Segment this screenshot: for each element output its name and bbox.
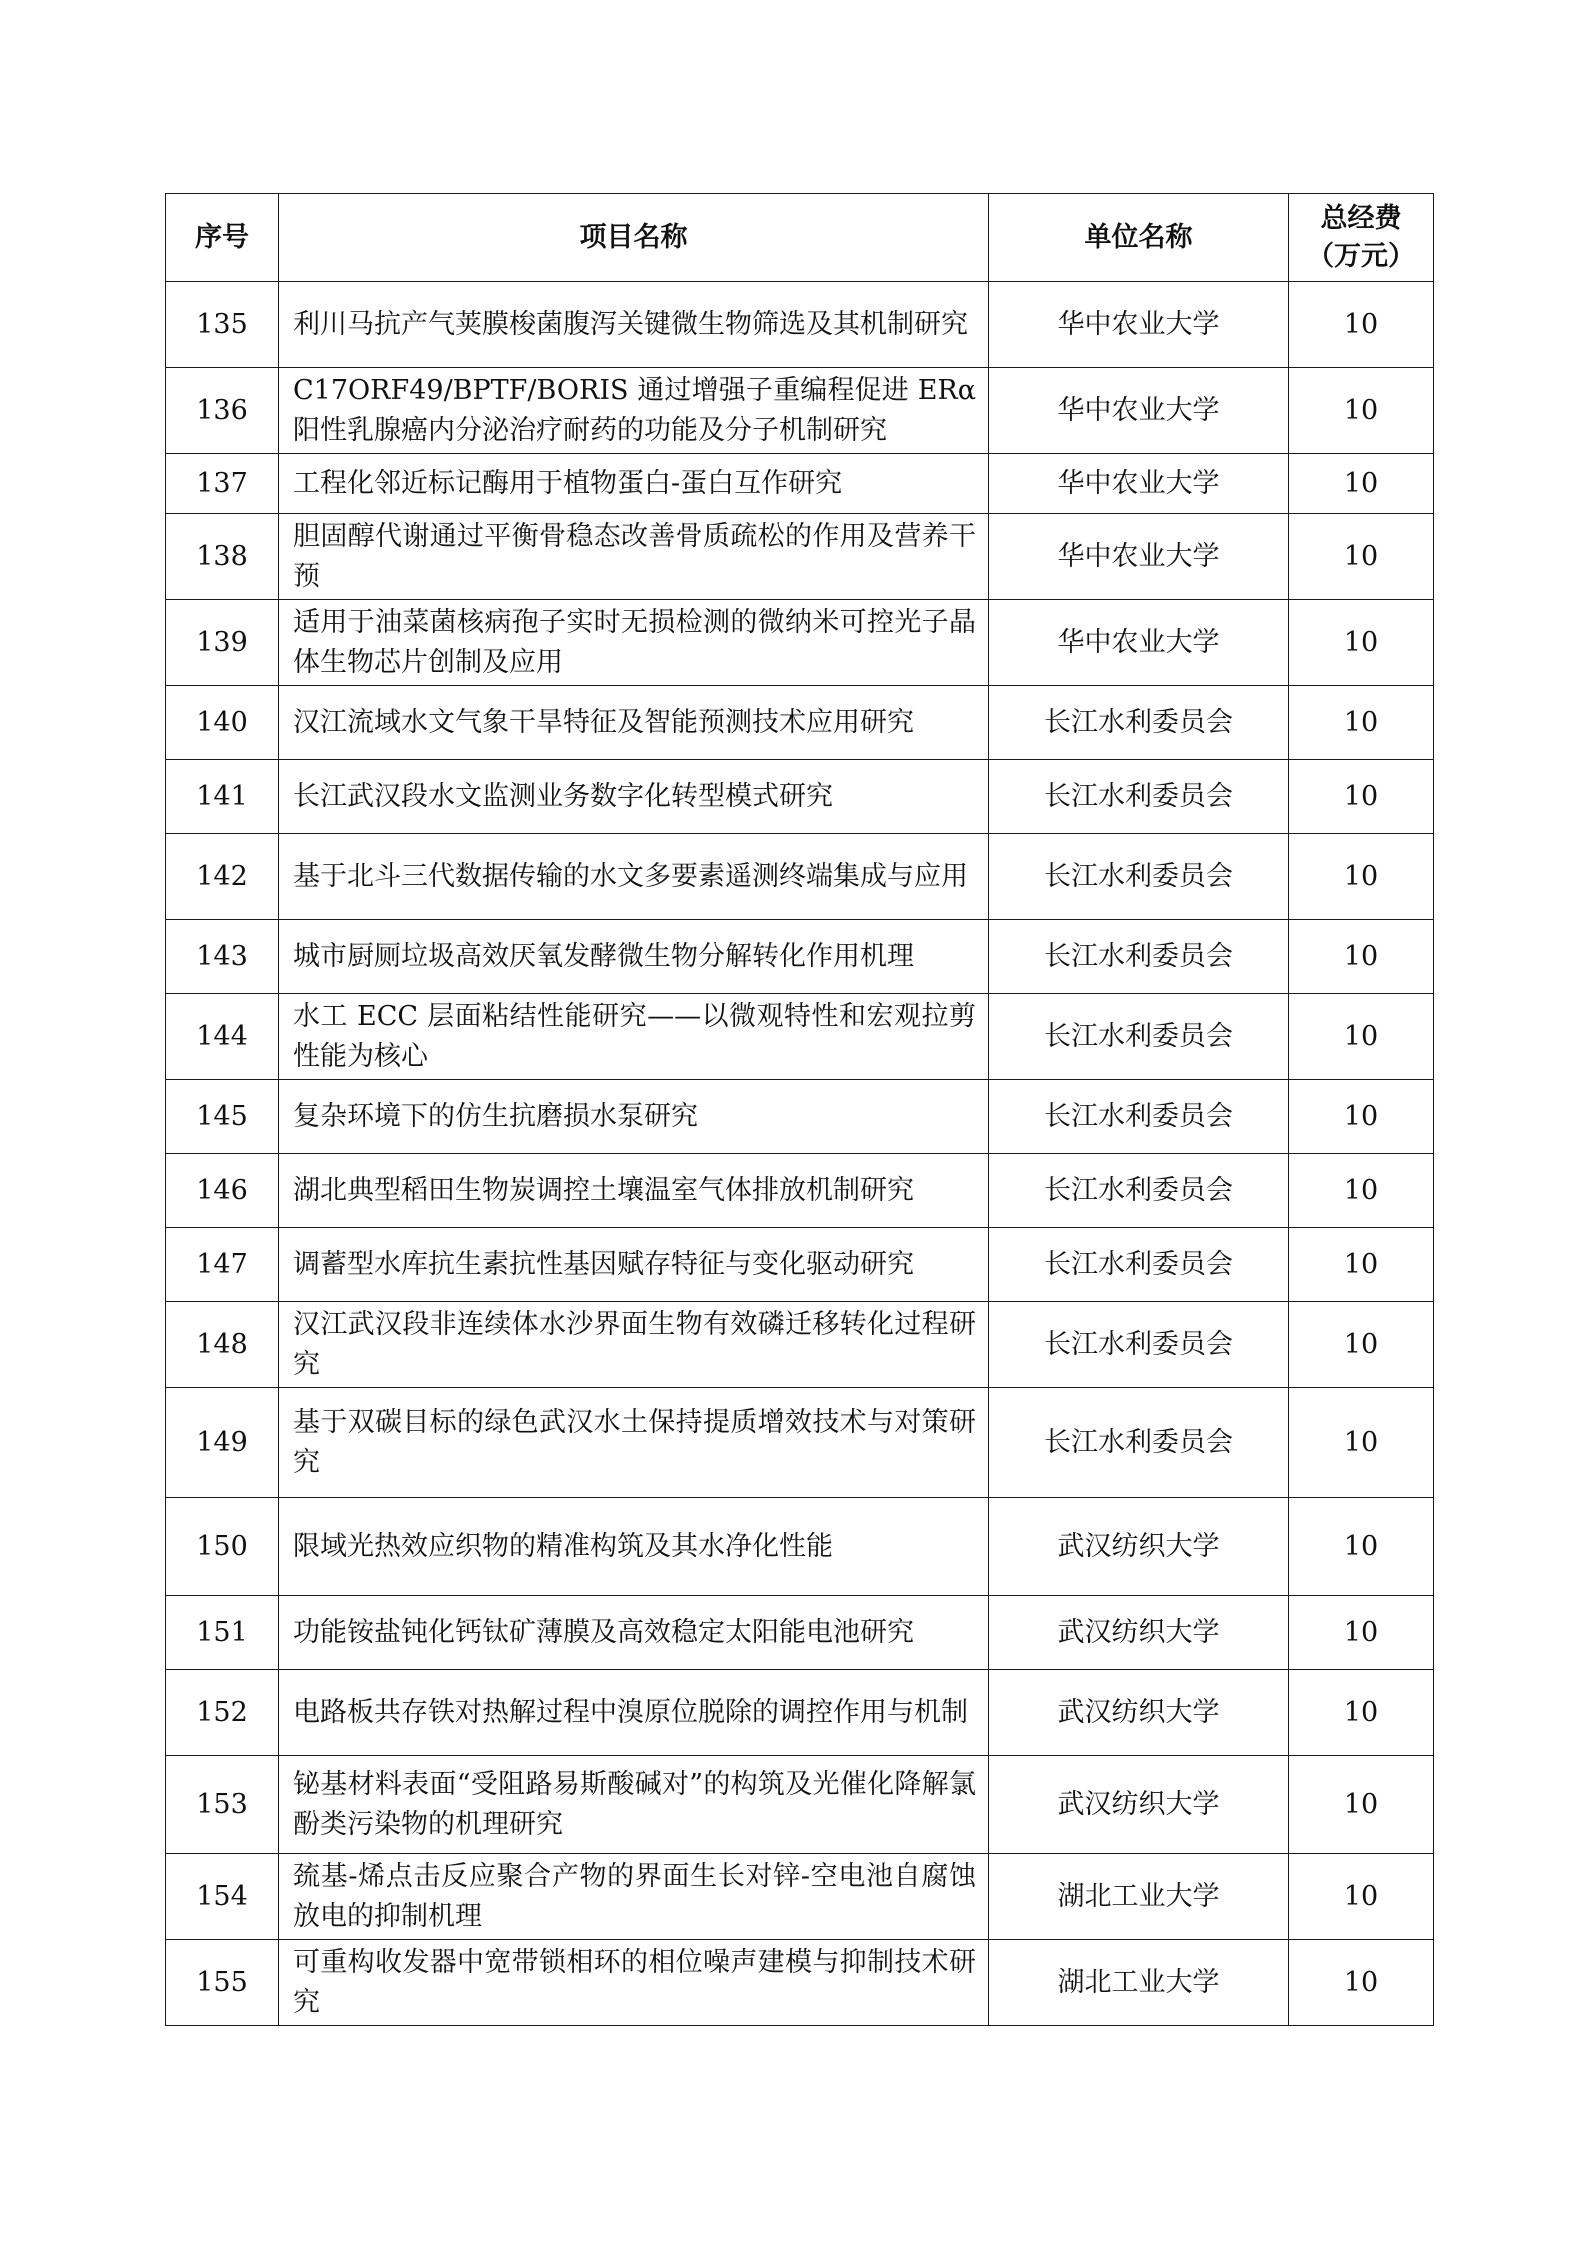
table-row xyxy=(166,760,1434,834)
table-row xyxy=(166,1854,1434,1940)
cell-serial-number: 137 xyxy=(166,454,279,514)
table-row xyxy=(166,1498,1434,1596)
cell-project-name: 工程化邻近标记酶用于植物蛋白-蛋白互作研究 xyxy=(279,454,989,514)
cell-serial-number: 153 xyxy=(166,1756,279,1854)
project-table xyxy=(165,193,1434,2026)
cell-serial-number: 146 xyxy=(166,1154,279,1228)
cell-serial-number: 138 xyxy=(166,514,279,600)
table-row xyxy=(166,1756,1434,1854)
cell-total-funding: 10 xyxy=(1289,834,1434,920)
cell-serial-number: 149 xyxy=(166,1388,279,1498)
cell-unit-name: 华中农业大学 xyxy=(989,454,1289,514)
cell-project-name: 水工 ECC 层面粘结性能研究——以微观特性和宏观拉剪性能为核心 xyxy=(279,994,989,1080)
cell-unit-name: 长江水利委员会 xyxy=(989,920,1289,994)
cell-total-funding: 10 xyxy=(1289,920,1434,994)
cell-serial-number: 147 xyxy=(166,1228,279,1302)
cell-total-funding: 10 xyxy=(1289,1756,1434,1854)
table-row xyxy=(166,1670,1434,1756)
cell-serial-number: 151 xyxy=(166,1596,279,1670)
table-row xyxy=(166,1154,1434,1228)
header-total-funding-line1: 总经费 xyxy=(1320,202,1402,234)
cell-total-funding: 10 xyxy=(1289,1302,1434,1388)
cell-unit-name: 武汉纺织大学 xyxy=(989,1596,1289,1670)
cell-unit-name: 华中农业大学 xyxy=(989,282,1289,368)
table-row xyxy=(166,1388,1434,1498)
table-row xyxy=(166,368,1434,454)
cell-unit-name: 长江水利委员会 xyxy=(989,686,1289,760)
cell-total-funding: 10 xyxy=(1289,1388,1434,1498)
cell-unit-name: 长江水利委员会 xyxy=(989,1228,1289,1302)
header-total-funding-line2: （万元） xyxy=(1307,240,1415,272)
cell-total-funding: 10 xyxy=(1289,1080,1434,1154)
cell-serial-number: 148 xyxy=(166,1302,279,1388)
cell-project-name: 调蓄型水库抗生素抗性基因赋存特征与变化驱动研究 xyxy=(279,1228,989,1302)
cell-project-name: 功能铵盐钝化钙钛矿薄膜及高效稳定太阳能电池研究 xyxy=(279,1596,989,1670)
cell-serial-number: 135 xyxy=(166,282,279,368)
cell-serial-number: 144 xyxy=(166,994,279,1080)
table-row xyxy=(166,514,1434,600)
cell-project-name: 城市厨厕垃圾高效厌氧发酵微生物分解转化作用机理 xyxy=(279,920,989,994)
cell-serial-number: 142 xyxy=(166,834,279,920)
cell-total-funding: 10 xyxy=(1289,686,1434,760)
table-row xyxy=(166,600,1434,686)
header-unit-name: 单位名称 xyxy=(989,194,1289,282)
cell-serial-number: 154 xyxy=(166,1854,279,1940)
cell-project-name: 限域光热效应织物的精准构筑及其水净化性能 xyxy=(279,1498,989,1596)
cell-project-name: 汉江武汉段非连续体水沙界面生物有效磷迁移转化过程研究 xyxy=(279,1302,989,1388)
cell-unit-name: 长江水利委员会 xyxy=(989,1302,1289,1388)
cell-serial-number: 141 xyxy=(166,760,279,834)
cell-project-name: 基于北斗三代数据传输的水文多要素遥测终端集成与应用 xyxy=(279,834,989,920)
cell-total-funding: 10 xyxy=(1289,994,1434,1080)
table-row xyxy=(166,834,1434,920)
cell-total-funding: 10 xyxy=(1289,600,1434,686)
table-row xyxy=(166,1080,1434,1154)
cell-project-name: 铋基材料表面“受阻路易斯酸碱对”的构筑及光催化降解氯酚类污染物的机理研究 xyxy=(279,1756,989,1854)
cell-total-funding: 10 xyxy=(1289,368,1434,454)
table-body xyxy=(166,282,1434,2026)
table-row xyxy=(166,1228,1434,1302)
cell-serial-number: 143 xyxy=(166,920,279,994)
cell-project-name: 适用于油菜菌核病孢子实时无损检测的微纳米可控光子晶体生物芯片创制及应用 xyxy=(279,600,989,686)
header-total-funding xyxy=(1289,194,1434,282)
cell-project-name: 胆固醇代谢通过平衡骨稳态改善骨质疏松的作用及营养干预 xyxy=(279,514,989,600)
cell-unit-name: 华中农业大学 xyxy=(989,600,1289,686)
cell-total-funding: 10 xyxy=(1289,1228,1434,1302)
cell-total-funding: 10 xyxy=(1289,1154,1434,1228)
cell-serial-number: 139 xyxy=(166,600,279,686)
cell-total-funding: 10 xyxy=(1289,760,1434,834)
cell-total-funding: 10 xyxy=(1289,1498,1434,1596)
header-project-name: 项目名称 xyxy=(279,194,989,282)
cell-unit-name: 武汉纺织大学 xyxy=(989,1498,1289,1596)
cell-project-name: C17ORF49/BPTF/BORIS 通过增强子重编程促进 ERα 阳性乳腺癌内分泌治疗耐药的功能及分子机制研究 xyxy=(279,368,989,454)
table-row xyxy=(166,1940,1434,2026)
cell-project-name: 长江武汉段水文监测业务数字化转型模式研究 xyxy=(279,760,989,834)
cell-unit-name: 长江水利委员会 xyxy=(989,760,1289,834)
cell-project-name: 利川马抗产气荚膜梭菌腹泻关键微生物筛选及其机制研究 xyxy=(279,282,989,368)
cell-project-name: 汉江流域水文气象干旱特征及智能预测技术应用研究 xyxy=(279,686,989,760)
cell-unit-name: 武汉纺织大学 xyxy=(989,1756,1289,1854)
cell-unit-name: 长江水利委员会 xyxy=(989,834,1289,920)
cell-unit-name: 湖北工业大学 xyxy=(989,1854,1289,1940)
cell-unit-name: 华中农业大学 xyxy=(989,514,1289,600)
table-row xyxy=(166,920,1434,994)
cell-unit-name: 华中农业大学 xyxy=(989,368,1289,454)
cell-project-name: 基于双碳目标的绿色武汉水土保持提质增效技术与对策研究 xyxy=(279,1388,989,1498)
cell-project-name: 复杂环境下的仿生抗磨损水泵研究 xyxy=(279,1080,989,1154)
cell-unit-name: 长江水利委员会 xyxy=(989,1080,1289,1154)
cell-unit-name: 长江水利委员会 xyxy=(989,1154,1289,1228)
cell-unit-name: 武汉纺织大学 xyxy=(989,1670,1289,1756)
table-header-row xyxy=(166,194,1434,282)
table-row xyxy=(166,282,1434,368)
cell-project-name: 湖北典型稻田生物炭调控土壤温室气体排放机制研究 xyxy=(279,1154,989,1228)
header-serial-number: 序号 xyxy=(166,194,279,282)
cell-total-funding: 10 xyxy=(1289,1670,1434,1756)
cell-unit-name: 湖北工业大学 xyxy=(989,1940,1289,2026)
cell-unit-name: 长江水利委员会 xyxy=(989,994,1289,1080)
cell-project-name: 可重构收发器中宽带锁相环的相位噪声建模与抑制技术研究 xyxy=(279,1940,989,2026)
cell-serial-number: 145 xyxy=(166,1080,279,1154)
cell-total-funding: 10 xyxy=(1289,514,1434,600)
cell-total-funding: 10 xyxy=(1289,454,1434,514)
cell-serial-number: 140 xyxy=(166,686,279,760)
cell-total-funding: 10 xyxy=(1289,1596,1434,1670)
cell-total-funding: 10 xyxy=(1289,282,1434,368)
cell-project-name: 巯基-烯点击反应聚合产物的界面生长对锌-空电池自腐蚀放电的抑制机理 xyxy=(279,1854,989,1940)
table-row xyxy=(166,686,1434,760)
cell-total-funding: 10 xyxy=(1289,1940,1434,2026)
cell-serial-number: 150 xyxy=(166,1498,279,1596)
table-row xyxy=(166,454,1434,514)
cell-total-funding: 10 xyxy=(1289,1854,1434,1940)
table-row xyxy=(166,994,1434,1080)
cell-serial-number: 136 xyxy=(166,368,279,454)
cell-serial-number: 152 xyxy=(166,1670,279,1756)
cell-project-name: 电路板共存铁对热解过程中溴原位脱除的调控作用与机制 xyxy=(279,1670,989,1756)
table-row xyxy=(166,1596,1434,1670)
table-row xyxy=(166,1302,1434,1388)
cell-serial-number: 155 xyxy=(166,1940,279,2026)
cell-unit-name: 长江水利委员会 xyxy=(989,1388,1289,1498)
